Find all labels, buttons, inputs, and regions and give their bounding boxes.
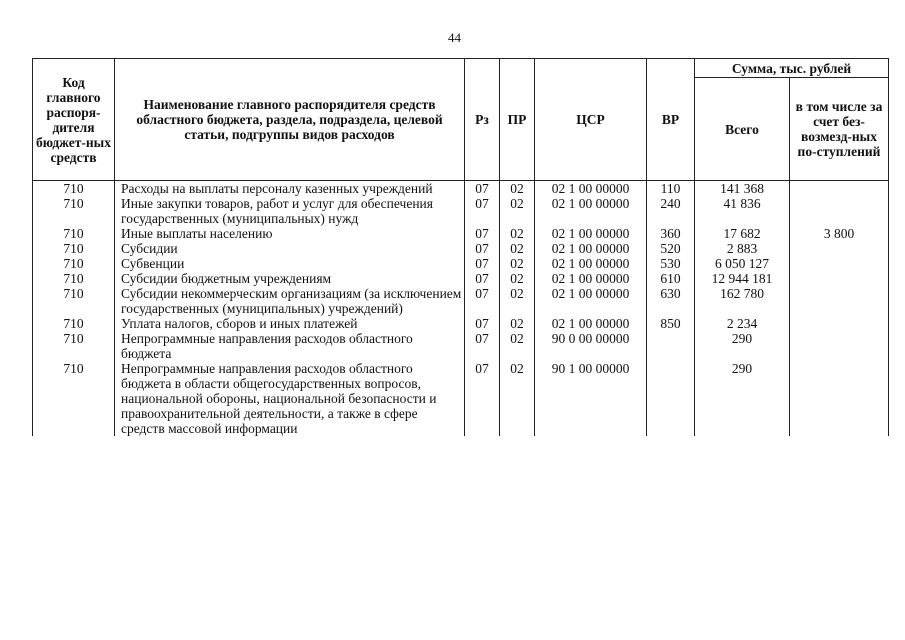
row-vr: 530: [647, 256, 695, 271]
row-pr: 02: [500, 286, 535, 316]
row-total: 290: [695, 331, 790, 361]
row-code: 710: [33, 196, 115, 226]
row-vr: 520: [647, 241, 695, 256]
row-csr: 02 1 00 00000: [535, 256, 647, 271]
row-pr: 02: [500, 331, 535, 361]
table-row: [33, 286, 889, 316]
row-vr: [647, 331, 695, 361]
row-code: 710: [33, 256, 115, 271]
row-pr: 02: [500, 361, 535, 436]
row-name: Расходы на выплаты персоналу казенных учреждений: [115, 181, 465, 197]
row-pr: 02: [500, 241, 535, 256]
table-row: [33, 181, 889, 197]
row-rz: 07: [465, 226, 500, 241]
row-total: 2 234: [695, 316, 790, 331]
table-row: [33, 241, 889, 256]
row-pr: 02: [500, 256, 535, 271]
row-rz: 07: [465, 271, 500, 286]
row-incl: [790, 286, 889, 316]
row-csr: 02 1 00 00000: [535, 271, 647, 286]
row-name: Субсидии бюджетным учреждениям: [115, 271, 465, 286]
row-csr: 90 0 00 00000: [535, 331, 647, 361]
row-pr: 02: [500, 271, 535, 286]
row-rz: 07: [465, 361, 500, 436]
row-name: Непрограммные направления расходов областного бюджета в области общегосударственных вопросов, национальной обороны, национальной безопасности и правоохранительной деятельности, а также в сфере средств массовой информации: [115, 361, 465, 436]
row-csr: 02 1 00 00000: [535, 241, 647, 256]
budget-table: [32, 58, 889, 436]
row-total: 162 780: [695, 286, 790, 316]
row-name: Непрограммные направления расходов областного бюджета: [115, 331, 465, 361]
header-rz: Рз: [465, 59, 500, 181]
row-pr: 02: [500, 226, 535, 241]
row-name: Субсидии: [115, 241, 465, 256]
header-name: Наименование главного распорядителя средств областного бюджета, раздела, подраздела, целевой статьи, подгруппы видов расходов: [115, 59, 465, 181]
row-vr: 110: [647, 181, 695, 197]
header-incl: в том числе за счет без-возмезд-ных по-ступлений: [790, 78, 889, 181]
header-total: Всего: [695, 78, 790, 181]
row-incl: [790, 361, 889, 436]
row-code: 710: [33, 331, 115, 361]
header-sum: Сумма, тыс. рублей: [695, 59, 889, 78]
row-vr: 360: [647, 226, 695, 241]
row-incl: [790, 271, 889, 286]
row-name: Субвенции: [115, 256, 465, 271]
row-vr: 240: [647, 196, 695, 226]
row-csr: 02 1 00 00000: [535, 316, 647, 331]
row-incl: [790, 331, 889, 361]
table-row: [33, 256, 889, 271]
row-code: 710: [33, 241, 115, 256]
row-code: 710: [33, 361, 115, 436]
page-number: 44: [448, 30, 461, 45]
row-total: 41 836: [695, 196, 790, 226]
row-name: Иные закупки товаров, работ и услуг для обеспечения государственных (муниципальных) нужд: [115, 196, 465, 226]
row-code: 710: [33, 271, 115, 286]
row-vr: 630: [647, 286, 695, 316]
header-code: Код главного распоря-дителя бюджет-ных средств: [33, 59, 115, 181]
table-row: [33, 361, 889, 436]
header-csr: ЦСР: [535, 59, 647, 181]
row-csr: 02 1 00 00000: [535, 181, 647, 197]
row-total: 141 368: [695, 181, 790, 197]
table-row: [33, 331, 889, 361]
row-code: 710: [33, 226, 115, 241]
row-vr: [647, 361, 695, 436]
table-row: [33, 226, 889, 241]
row-pr: 02: [500, 181, 535, 197]
row-name: Иные выплаты населению: [115, 226, 465, 241]
row-incl: [790, 241, 889, 256]
header-vr: ВР: [647, 59, 695, 181]
row-rz: 07: [465, 331, 500, 361]
header-pr: ПР: [500, 59, 535, 181]
table-row: [33, 196, 889, 226]
row-vr: 850: [647, 316, 695, 331]
row-total: 17 682: [695, 226, 790, 241]
row-rz: 07: [465, 316, 500, 331]
row-csr: 02 1 00 00000: [535, 196, 647, 226]
table-row: [33, 316, 889, 331]
row-rz: 07: [465, 256, 500, 271]
row-total: 290: [695, 361, 790, 436]
row-name: Субсидии некоммерческим организациям (за исключением государственных (муниципальных) учреждений): [115, 286, 465, 316]
row-csr: 02 1 00 00000: [535, 226, 647, 241]
row-vr: 610: [647, 271, 695, 286]
row-code: 710: [33, 286, 115, 316]
table-row: [33, 271, 889, 286]
row-code: 710: [33, 316, 115, 331]
row-csr: 90 1 00 00000: [535, 361, 647, 436]
row-name: Уплата налогов, сборов и иных платежей: [115, 316, 465, 331]
row-rz: 07: [465, 196, 500, 226]
row-pr: 02: [500, 196, 535, 226]
row-total: 2 883: [695, 241, 790, 256]
row-rz: 07: [465, 241, 500, 256]
row-total: 6 050 127: [695, 256, 790, 271]
row-total: 12 944 181: [695, 271, 790, 286]
row-incl: 3 800: [790, 226, 889, 241]
row-csr: 02 1 00 00000: [535, 286, 647, 316]
row-rz: 07: [465, 286, 500, 316]
row-code: 710: [33, 181, 115, 197]
row-incl: [790, 181, 889, 197]
row-incl: [790, 256, 889, 271]
row-pr: 02: [500, 316, 535, 331]
row-incl: [790, 196, 889, 226]
row-incl: [790, 316, 889, 331]
row-rz: 07: [465, 181, 500, 197]
